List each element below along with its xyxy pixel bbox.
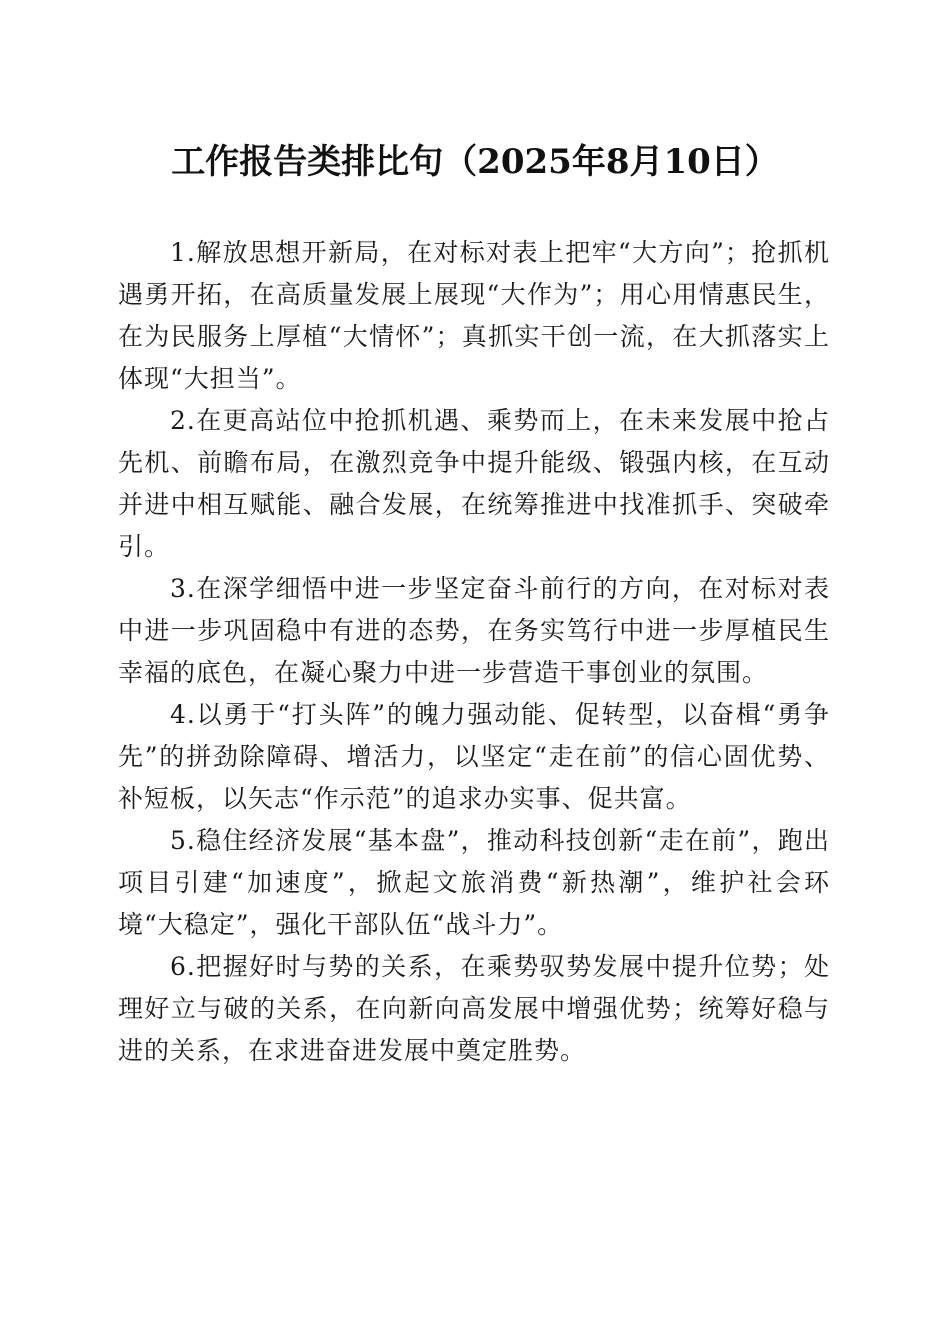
paragraph-3: 3.在深学细悟中进一步坚定奋斗前行的方向，在对标对表中进一步巩固稳中有进的态势，在务实笃行中进一步厚植民生幸福的底色，在凝心聚力中进一步营造干事创业的氛围。 — [118, 574, 830, 687]
paragraph-6: 6.把握好时与势的关系，在乘势驭势发展中提升位势；处理好立与破的关系，在向新向高发展中增强优势；统筹好稳与进的关系，在求进奋进发展中奠定胜势。 — [118, 952, 830, 1065]
paragraph-2: 2.在更高站位中抢抓机遇、乘势而上，在未来发展中抢占先机、前瞻布局，在激烈竞争中提升能级、锻强内核，在互动并进中相互赋能、融合发展，在统筹推进中找准抓手、突破牵引。 — [118, 406, 830, 561]
paragraph-4: 4.以勇于“打头阵”的魄力强动能、促转型，以奋楫“勇争先”的拼劲除障碍、增活力，以坚定“走在前”的信心固优势、补短板，以矢志“作示范”的追求办实事、促共富。 — [118, 700, 830, 813]
paragraph-1: 1.解放思想开新局，在对标对表上把牢“大方向”；抢抓机遇勇开拓，在高质量发展上展现“大作为”；用心用情惠民生，在为民服务上厚植“大情怀”；真抓实干创一流，在大抓落实上体现“大担当”。 — [118, 238, 830, 393]
paragraph-5: 5.稳住经济发展“基本盘”，推动科技创新“走在前”，跑出项目引建“加速度”，掀起文旅消费“新热潮”，维护社会环境“大稳定”，强化干部队伍“战斗力”。 — [118, 826, 830, 939]
document-title: 工作报告类排比句（2025年8月10日） — [171, 142, 779, 182]
document-body — [118, 232, 830, 1072]
